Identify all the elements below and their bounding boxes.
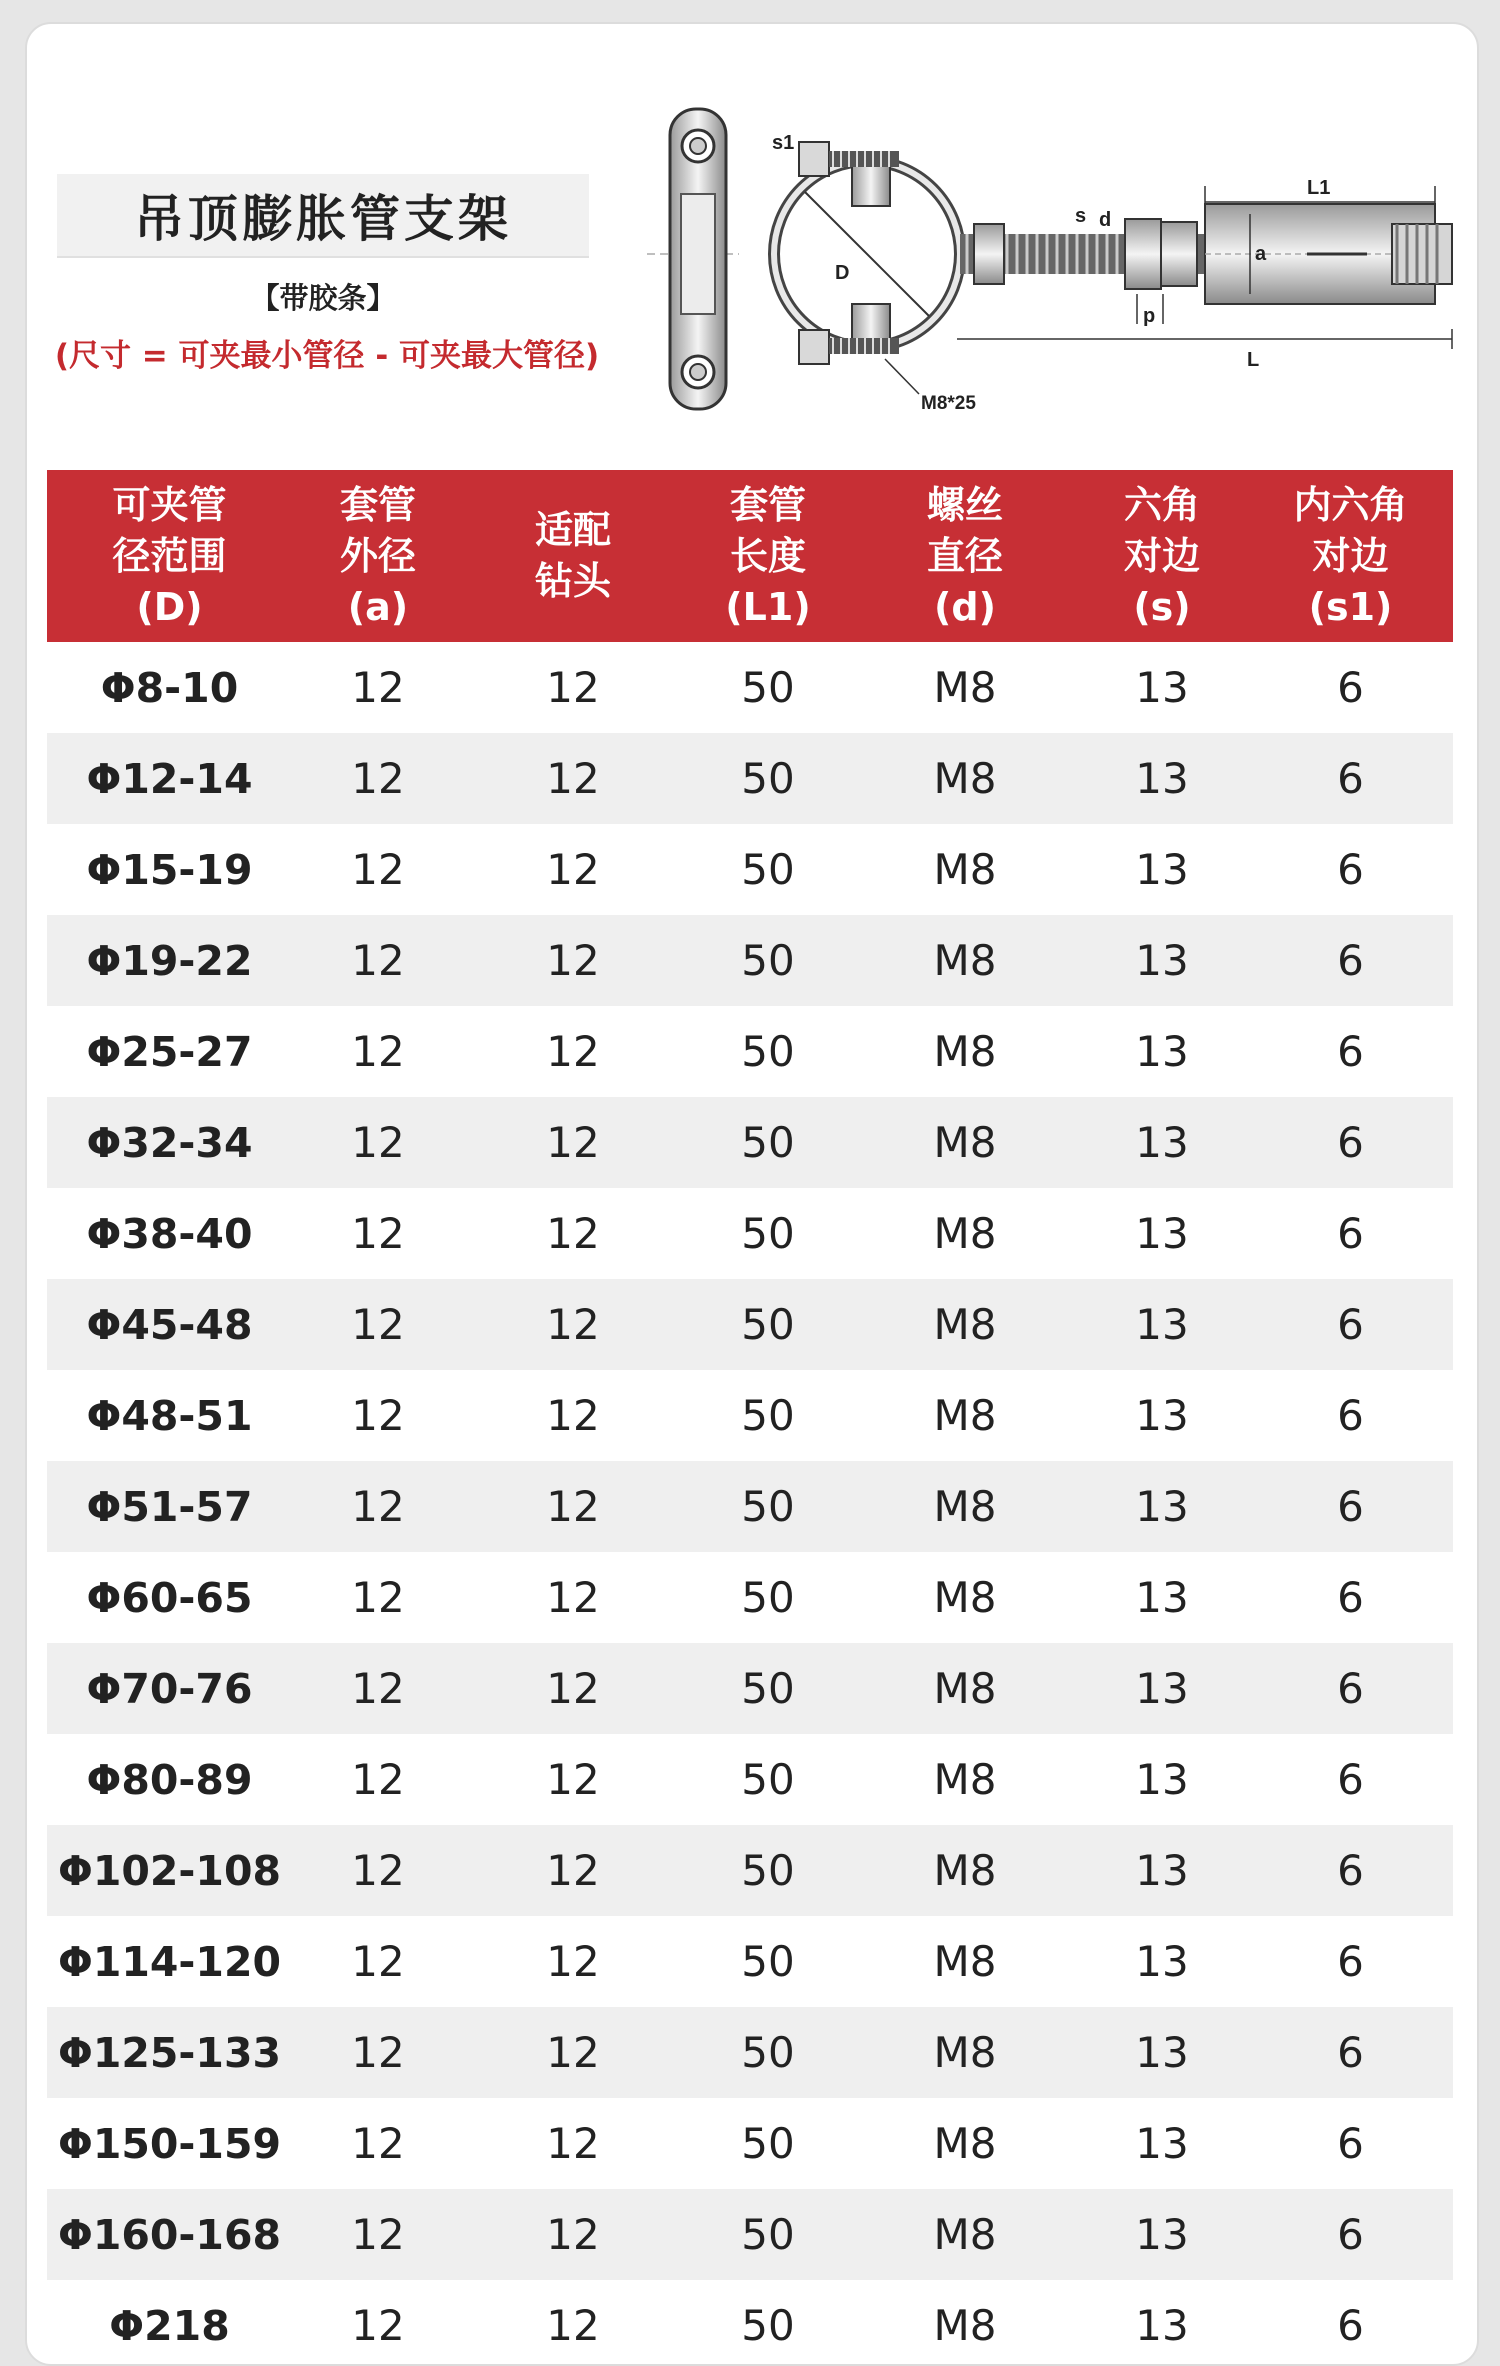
table-row — [47, 915, 1453, 1006]
label-p: p — [1143, 305, 1156, 327]
table-cell: 50 — [741, 1118, 795, 1167]
clamp-ring — [774, 142, 960, 394]
label-s: s — [1075, 205, 1087, 227]
label-d: d — [1099, 209, 1112, 231]
table-cell: 50 — [741, 663, 795, 712]
diameter-range-cell: Φ48-51 — [86, 1391, 253, 1440]
table-cell: 13 — [1135, 1937, 1189, 1986]
table-cell: 6 — [1337, 1027, 1364, 1076]
label-L: L — [1247, 349, 1260, 371]
table-cell: 50 — [741, 1937, 795, 1986]
table-cell: 12 — [351, 1209, 405, 1258]
table-cell: M8 — [933, 1755, 997, 1804]
diameter-range-cell: Φ70-76 — [86, 1664, 253, 1713]
label-D: D — [835, 262, 850, 284]
column-header-line: 六角 — [1123, 482, 1200, 527]
table-cell: 13 — [1135, 845, 1189, 894]
table-cell: 50 — [741, 1664, 795, 1713]
table-cell: 12 — [351, 845, 405, 894]
table-cell: 13 — [1135, 1846, 1189, 1895]
column-header-line: (a) — [347, 584, 409, 629]
table-cell: 12 — [351, 1300, 405, 1349]
column-header-line: 外径 — [339, 533, 416, 578]
diameter-range-cell: Φ125-133 — [57, 2028, 282, 2077]
table-cell: 12 — [546, 1755, 600, 1804]
table-cell: 12 — [546, 1937, 600, 1986]
clamp-side-view — [647, 109, 739, 409]
label-s1: s1 — [772, 132, 795, 154]
table-cell: 12 — [351, 1664, 405, 1713]
table-cell: 6 — [1337, 2119, 1364, 2168]
table-cell: 12 — [351, 2210, 405, 2259]
size-note: (尺寸 = 可夹最小管径 - 可夹最大管径) — [54, 338, 600, 374]
table-cell: 13 — [1135, 1755, 1189, 1804]
label-bolt: M8*25 — [921, 393, 976, 414]
table-row — [47, 1552, 1453, 1643]
table-cell: 12 — [351, 1482, 405, 1531]
table-body — [47, 642, 1453, 2366]
table-cell: 6 — [1337, 936, 1364, 985]
table-cell: 12 — [546, 1846, 600, 1895]
table-row — [47, 1006, 1453, 1097]
table-cell: 50 — [741, 1846, 795, 1895]
table-cell: 12 — [351, 1846, 405, 1895]
table-row — [47, 1188, 1453, 1279]
column-header — [1076, 470, 1248, 642]
table-row — [47, 2189, 1453, 2280]
table-cell: 6 — [1337, 1846, 1364, 1895]
table-cell: 6 — [1337, 2028, 1364, 2077]
column-header-line: (D) — [136, 584, 203, 629]
column-header-line: 长度 — [729, 533, 806, 578]
table-cell: 6 — [1337, 1755, 1364, 1804]
diameter-range-cell: Φ114-120 — [57, 1937, 282, 1986]
table-row — [47, 1643, 1453, 1734]
table-header — [47, 470, 1453, 642]
table-cell: 50 — [741, 2210, 795, 2259]
column-header-line: 对边 — [1312, 533, 1389, 578]
table-cell: 12 — [546, 2210, 600, 2259]
diameter-range-cell: Φ45-48 — [86, 1300, 253, 1349]
table-cell: 50 — [741, 1755, 795, 1804]
column-header — [292, 470, 464, 642]
table-cell: 13 — [1135, 1573, 1189, 1622]
table-cell: 13 — [1135, 1118, 1189, 1167]
spec-table — [47, 470, 1453, 2366]
column-header — [854, 470, 1076, 642]
diameter-range-cell: Φ160-168 — [57, 2210, 282, 2259]
table-cell: 13 — [1135, 2301, 1189, 2350]
column-header-line: 套管 — [729, 482, 806, 527]
table-cell: 12 — [351, 2028, 405, 2077]
table-cell: 13 — [1135, 1300, 1189, 1349]
table-cell: 6 — [1337, 1664, 1364, 1713]
column-header-line: 螺丝 — [926, 482, 1003, 527]
label-a: a — [1255, 243, 1267, 265]
table-cell: 12 — [546, 2301, 600, 2350]
table-cell: 12 — [351, 936, 405, 985]
table-cell: M8 — [933, 1118, 997, 1167]
table-cell: 12 — [546, 1573, 600, 1622]
table-cell: 12 — [351, 1573, 405, 1622]
table-cell: 12 — [351, 663, 405, 712]
table-cell: 12 — [546, 1664, 600, 1713]
table-cell: M8 — [933, 2210, 997, 2259]
table-cell: M8 — [933, 1482, 997, 1531]
diameter-range-cell: Φ38-40 — [86, 1209, 253, 1258]
table-cell: 50 — [741, 1209, 795, 1258]
table-cell: 6 — [1337, 1118, 1364, 1167]
column-header-line: 套管 — [339, 482, 416, 527]
table-row — [47, 733, 1453, 824]
table-cell: 6 — [1337, 1209, 1364, 1258]
column-header — [682, 470, 854, 642]
table-cell: M8 — [933, 845, 997, 894]
table-row — [47, 1370, 1453, 1461]
table-cell: 50 — [741, 2028, 795, 2077]
table-cell: 12 — [546, 936, 600, 985]
product-subtitle: 【带胶条】 — [250, 281, 396, 315]
table-cell: 13 — [1135, 663, 1189, 712]
table-cell: 6 — [1337, 2301, 1364, 2350]
table-row — [47, 1734, 1453, 1825]
table-cell: 6 — [1337, 2210, 1364, 2259]
table-cell: M8 — [933, 2028, 997, 2077]
table-cell: 12 — [351, 1755, 405, 1804]
table-cell: 50 — [741, 1300, 795, 1349]
table-cell: M8 — [933, 1573, 997, 1622]
diameter-range-cell: Φ218 — [109, 2301, 230, 2350]
table-cell: 13 — [1135, 1209, 1189, 1258]
column-header — [464, 470, 682, 642]
table-cell: 12 — [546, 2119, 600, 2168]
expansion-sleeve — [1205, 204, 1452, 304]
table-cell: 12 — [351, 754, 405, 803]
table-cell: 12 — [351, 1937, 405, 1986]
table-row — [47, 2007, 1453, 2098]
column-header-line: (s1) — [1308, 584, 1393, 629]
table-cell: M8 — [933, 1846, 997, 1895]
table-cell: 6 — [1337, 1573, 1364, 1622]
table-row — [47, 1461, 1453, 1552]
table-row — [47, 642, 1453, 733]
table-cell: 6 — [1337, 754, 1364, 803]
table-cell: 12 — [546, 663, 600, 712]
table-row — [47, 1279, 1453, 1370]
table-cell: 6 — [1337, 1391, 1364, 1440]
diameter-range-cell: Φ12-14 — [86, 754, 253, 803]
table-cell: 12 — [546, 1209, 600, 1258]
table-cell: M8 — [933, 1027, 997, 1076]
table-cell: 12 — [546, 1482, 600, 1531]
table-cell: 50 — [741, 2301, 795, 2350]
table-cell: 13 — [1135, 2028, 1189, 2077]
table-cell: 13 — [1135, 936, 1189, 985]
diameter-range-cell: Φ32-34 — [86, 1118, 253, 1167]
table-cell: M8 — [933, 2119, 997, 2168]
table-cell: M8 — [933, 1937, 997, 1986]
label-L1: L1 — [1307, 177, 1331, 199]
column-header — [47, 470, 292, 642]
table-cell: 6 — [1337, 1482, 1364, 1531]
diameter-range-cell: Φ25-27 — [86, 1027, 253, 1076]
table-cell: 12 — [351, 2301, 405, 2350]
table-cell: 13 — [1135, 1664, 1189, 1713]
table-cell: M8 — [933, 663, 997, 712]
table-cell: 50 — [741, 1482, 795, 1531]
column-header-line: 径范围 — [112, 533, 227, 578]
table-cell: 50 — [741, 1027, 795, 1076]
table-cell: 50 — [741, 936, 795, 985]
table-cell: 50 — [741, 754, 795, 803]
table-cell: 13 — [1135, 2119, 1189, 2168]
diameter-range-cell: Φ102-108 — [57, 1846, 282, 1895]
column-header-line: 钻头 — [534, 559, 611, 603]
table-cell: 12 — [351, 1027, 405, 1076]
diameter-range-cell: Φ8-10 — [100, 663, 239, 712]
table-cell: 13 — [1135, 754, 1189, 803]
table-cell: 12 — [546, 754, 600, 803]
diameter-range-cell: Φ60-65 — [86, 1573, 253, 1622]
table-cell: 50 — [741, 1391, 795, 1440]
table-cell: 12 — [546, 1118, 600, 1167]
table-cell: 12 — [351, 2119, 405, 2168]
table-cell: 13 — [1135, 1027, 1189, 1076]
column-header-line: 可夹管 — [112, 482, 227, 527]
table-row — [47, 824, 1453, 915]
table-cell: 12 — [546, 2028, 600, 2077]
table-cell: 6 — [1337, 1937, 1364, 1986]
diameter-range-cell: Φ150-159 — [57, 2119, 282, 2168]
table-cell: 12 — [351, 1118, 405, 1167]
column-header-line: 内六角 — [1293, 482, 1408, 527]
column-header-line: (s) — [1133, 584, 1191, 629]
table-cell: M8 — [933, 1664, 997, 1713]
table-cell: M8 — [933, 1300, 997, 1349]
diameter-range-cell: Φ51-57 — [86, 1482, 253, 1531]
table-row — [47, 1825, 1453, 1916]
diameter-range-cell: Φ19-22 — [86, 936, 253, 985]
table-cell: M8 — [933, 754, 997, 803]
column-header — [1248, 470, 1453, 642]
product-card — [25, 22, 1479, 2366]
column-header-line: (d) — [934, 584, 996, 629]
table-cell: 12 — [546, 845, 600, 894]
table-cell: M8 — [933, 1391, 997, 1440]
column-header-line: 对边 — [1123, 533, 1200, 578]
product-title: 吊顶膨胀管支架 — [57, 174, 589, 258]
table-cell: 50 — [741, 1573, 795, 1622]
table-cell: 6 — [1337, 845, 1364, 894]
table-cell: 13 — [1135, 1482, 1189, 1531]
table-row — [47, 2098, 1453, 2189]
column-header-line: 适配 — [534, 508, 611, 552]
table-cell: 12 — [546, 1300, 600, 1349]
table-cell: M8 — [933, 1209, 997, 1258]
table-cell: 12 — [546, 1027, 600, 1076]
column-header-line: (L1) — [725, 584, 811, 629]
table-row — [47, 1097, 1453, 1188]
table-row — [47, 1916, 1453, 2007]
table-cell: 13 — [1135, 1391, 1189, 1440]
table-cell: 50 — [741, 2119, 795, 2168]
table-cell: 6 — [1337, 663, 1364, 712]
clamp-diagram — [627, 74, 1467, 429]
table-cell: 50 — [741, 845, 795, 894]
table-cell: M8 — [933, 2301, 997, 2350]
table-cell: 13 — [1135, 2210, 1189, 2259]
table-row — [47, 2280, 1453, 2366]
table-cell: 12 — [351, 1391, 405, 1440]
diameter-range-cell: Φ80-89 — [86, 1755, 253, 1804]
diameter-range-cell: Φ15-19 — [86, 845, 253, 894]
table-cell: 12 — [546, 1391, 600, 1440]
column-header-line: 直径 — [926, 533, 1003, 578]
table-cell: 6 — [1337, 1300, 1364, 1349]
table-cell: M8 — [933, 936, 997, 985]
